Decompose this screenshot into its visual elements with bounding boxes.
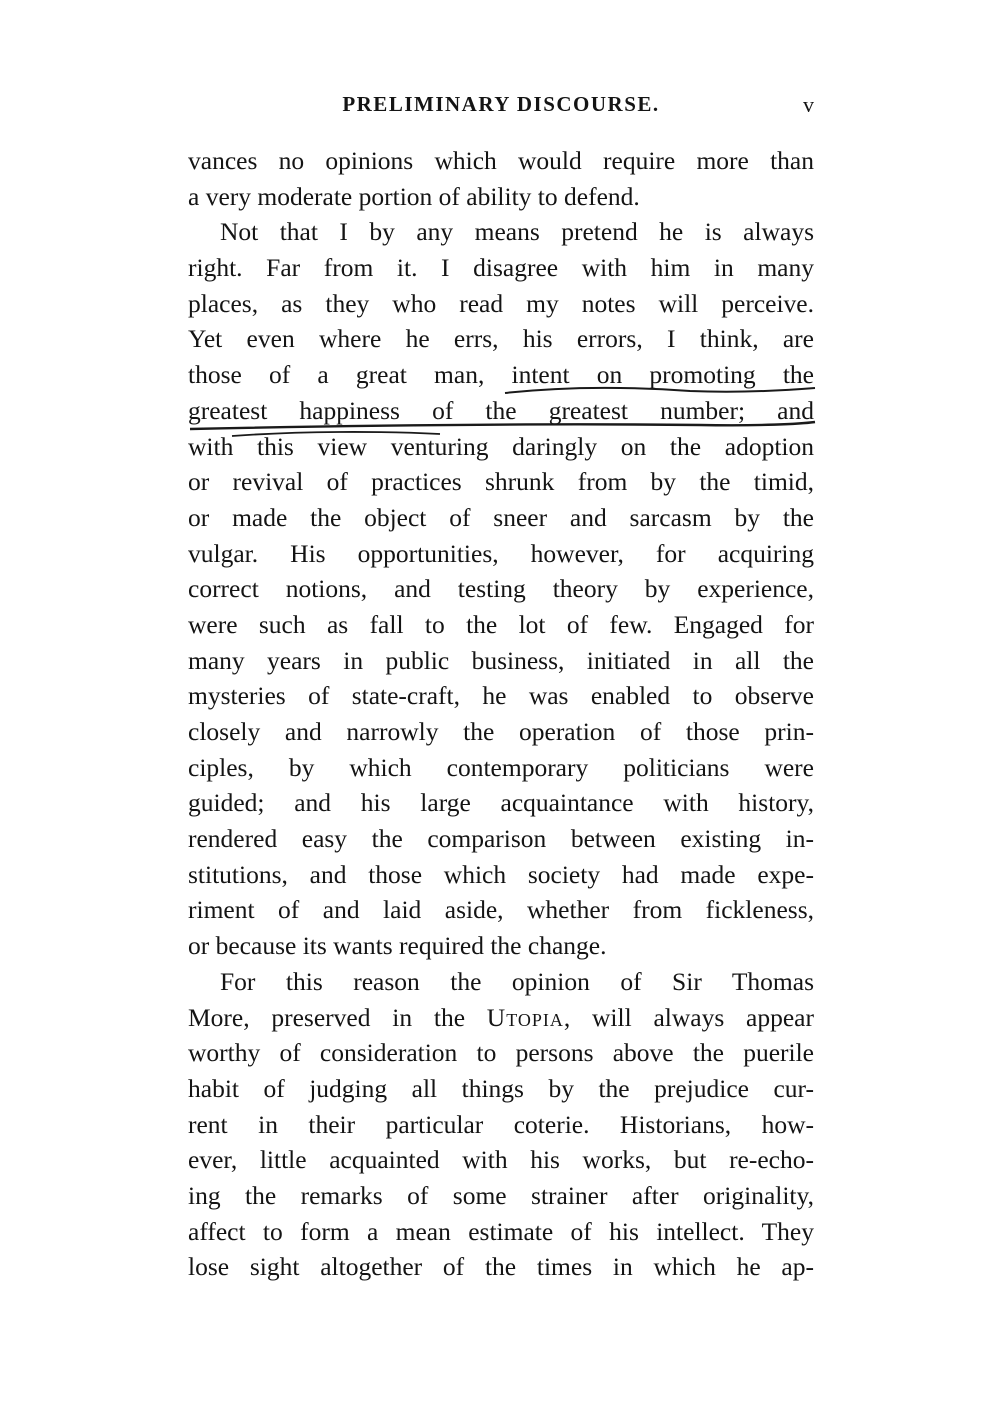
text-line: vances no opinions which would require more than xyxy=(188,146,814,175)
text-line: those of a great man, intent on promoting the xyxy=(188,360,814,390)
text-line: places, as they who read my notes will perceive. xyxy=(188,288,814,318)
text-line: Yet even where he errs, his errors, I think, are xyxy=(188,324,814,354)
text-line: rendered easy the comparison between existing in- xyxy=(188,824,814,854)
text-line: vulgar. His opportunities, however, for acquiring xyxy=(188,538,814,568)
text-line: mysteries of state-craft, he was enabled to observe xyxy=(188,681,814,711)
text-line xyxy=(188,1000,814,1036)
text-line: rent in their particular coterie. Historians, how- xyxy=(188,1109,814,1139)
text-fragment: More, preserved in the xyxy=(188,1002,487,1032)
book-title-utopia: Utopia xyxy=(486,1002,564,1032)
text-line: worthy of consideration to persons above the puerile xyxy=(188,1038,814,1068)
text-line: or because its wants required the change. xyxy=(188,931,607,961)
text-line: guided; and his large acquaintance with history, xyxy=(188,788,814,818)
text-line: habit of judging all things by the prejudice cur- xyxy=(188,1073,814,1103)
underlined-text-line: greatest happiness of the greatest number; and xyxy=(188,395,814,425)
text-line: ciples, by which contemporary politicians were xyxy=(188,752,814,782)
text-line: correct notions, and testing theory by experience, xyxy=(188,574,814,604)
body-text xyxy=(188,143,814,1285)
text-line: ever, little acquainted with his works, but re-echo- xyxy=(188,1145,814,1175)
running-title: PRELIMINARY DISCOURSE. xyxy=(342,92,660,116)
text-line: many years in public business, initiated in all the xyxy=(188,645,814,675)
text-line: riment of and laid aside, whether from fickleness, xyxy=(188,895,814,925)
text-line: a very moderate portion of ability to defend. xyxy=(188,181,640,211)
text-line: or revival of practices shrunk from by the timid, xyxy=(188,467,814,497)
text-line: right. Far from it. I disagree with him in many xyxy=(188,253,814,283)
page-header xyxy=(188,92,814,122)
text-line: ing the remarks of some strainer after originality, xyxy=(188,1180,814,1210)
text-line: lose sight altogether of the times in which he ap- xyxy=(188,1252,814,1282)
text-line: with this view venturing daringly on the adoption xyxy=(188,431,814,461)
text-line: stitutions, and those which society had made expe- xyxy=(188,859,814,889)
paragraph-start-line: Not that I by any means pretend he is always xyxy=(220,217,814,247)
page-number: v xyxy=(803,92,814,117)
text-line: or made the object of sneer and sarcasm by the xyxy=(188,502,814,532)
text-line: affect to form a mean estimate of his intellect. They xyxy=(188,1216,814,1246)
text-line: closely and narrowly the operation of those prin- xyxy=(188,717,814,746)
text-fragment: , will always appear xyxy=(563,1002,814,1032)
text-line: were such as fall to the lot of few. Engaged for xyxy=(188,609,814,639)
paragraph-start-line: For this reason the opinion of Sir Thomas xyxy=(220,966,814,996)
